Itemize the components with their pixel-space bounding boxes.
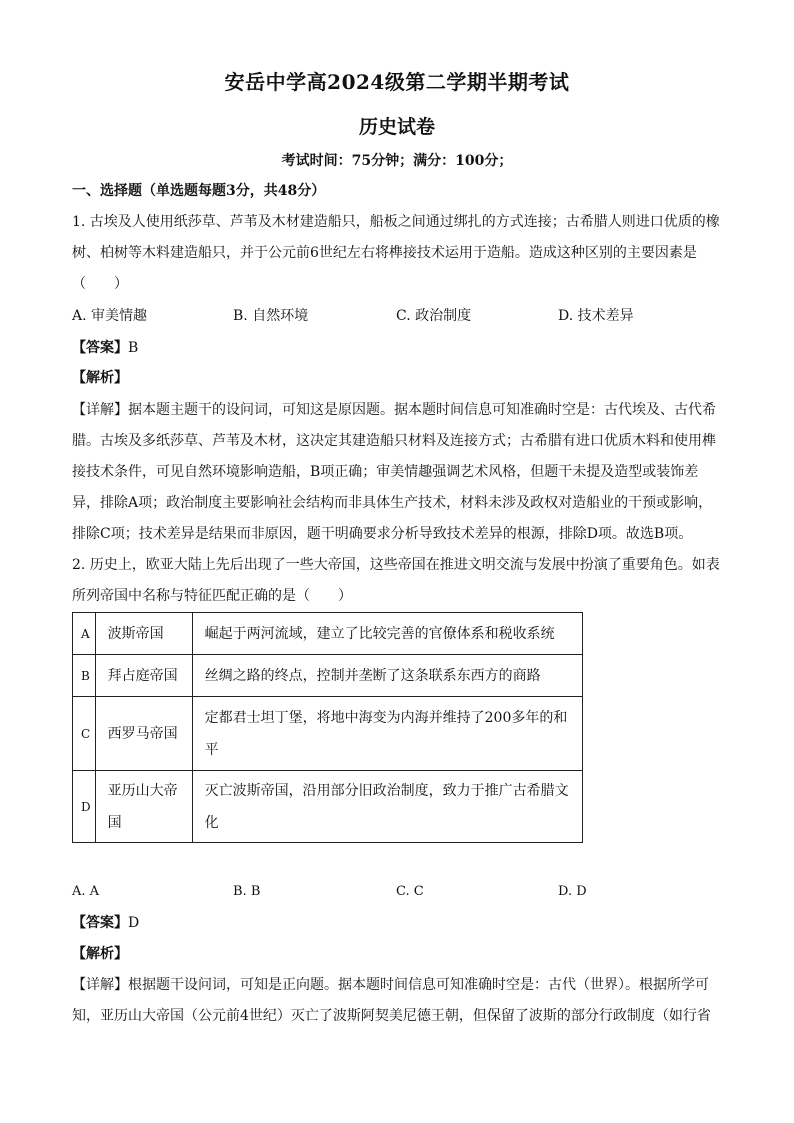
empire-feature: [192, 697, 582, 771]
row-letter: C: [73, 697, 96, 771]
empire-name: [95, 771, 192, 843]
feature-line: 化: [204, 814, 219, 831]
q1-answer: [72, 338, 138, 358]
empire-feature: 丝绸之路的终点，控制并垄断了这条联系东西方的商路: [192, 655, 582, 697]
empire-feature: 崛起于两河流域，建立了比较完善的官僚体系和税收系统: [192, 613, 582, 655]
q2-option-c: C. C: [396, 884, 424, 899]
answer-label: 【答案】: [72, 915, 128, 931]
feature-line: 灭亡波斯帝国，沿用部分旧政治制度，致力于推广古希腊文: [204, 782, 569, 799]
q1-option-d: D. 技术差异: [558, 308, 634, 324]
table-row: [73, 655, 583, 697]
q1-detail-line: 异，排除A项；政治制度主要影响社会结构而非具体生产技术，材料未涉及政权对造船业的干预或影响，: [72, 495, 713, 511]
exam-title: 安岳中学高2024级第二学期半期考试: [224, 70, 570, 94]
q2-option-d: D. D: [558, 884, 587, 899]
feature-line: 平: [204, 741, 219, 758]
q1-analysis-label: 【解析】: [72, 370, 128, 386]
table-row: [73, 613, 583, 655]
exam-subtitle: 历史试卷: [358, 116, 435, 138]
row-letter: D: [73, 771, 96, 843]
q2-stem-line: 所列帝国中名称与特征匹配正确的是（ ）: [72, 588, 352, 604]
answer-label: 【答案】: [72, 340, 128, 356]
q1-option-a: A. 审美情趣: [72, 308, 148, 324]
q1-detail-line: 排除C项；技术差异是结果而非原因，题干明确要求分析导致技术差异的根源，排除D项。故选B项。: [72, 526, 693, 542]
empire-name: 拜占庭帝国: [95, 655, 192, 697]
answer-value: B: [128, 340, 139, 356]
answer-value: D: [128, 915, 140, 931]
q2-analysis-label: 【解析】: [72, 946, 128, 962]
section-heading: 一、选择题（单选题每题3分，共48分）: [72, 183, 326, 199]
q2-option-a: A. A: [72, 884, 100, 899]
q1-stem-line: 1. 古埃及人使用纸莎草、芦苇及木材建造船只，船板之间通过绑扎的方式连接；古希腊人则进口优质的橡: [72, 214, 720, 230]
row-letter: B: [73, 655, 96, 697]
exam-info: 考试时间：75分钟；满分：100分；: [281, 153, 513, 169]
q1-detail-line: 【详解】据本题主题干的设问词，可知这是原因题。据本题时间信息可知准确时空是：古代埃及、古代希: [72, 402, 716, 418]
q1-option-b: B. 自然环境: [233, 308, 309, 324]
table-row: [73, 771, 583, 843]
feature-line: 定都君士坦丁堡，将地中海变为内海并维持了200多年的和: [204, 709, 568, 726]
q1-detail-line: 接技术条件，可见自然环境影响造船，B项正确；审美情趣强调艺术风格，但题干未提及造型或装饰差: [72, 464, 699, 480]
name-line: 亚历山大帝: [107, 782, 178, 799]
q2-option-b: B. B: [233, 884, 261, 899]
empire-name: 波斯帝国: [95, 613, 192, 655]
q1-stem-line: 树、柏树等木料建造船只，并于公元前6世纪左右将榫接技术运用于造船。造成这种区别的主要因素是: [72, 245, 697, 261]
q2-detail-line: 知，亚历山大帝国（公元前4世纪）灭亡了波斯阿契美尼德王朝，但保留了波斯的部分行政制度（如行省: [72, 1008, 711, 1024]
q1-stem-line: （ ）: [72, 276, 128, 292]
name-line: 国: [107, 814, 122, 831]
q1-detail-line: 腊。古埃及多纸莎草、芦苇及木材，这决定其建造船只材料及连接方式；古希腊有进口优质木料和使用榫: [72, 433, 716, 449]
q2-empire-table: [72, 612, 583, 843]
row-letter: A: [73, 613, 96, 655]
q2-stem-line: 2. 历史上，欧亚大陆上先后出现了一些大帝国，这些帝国在推进文明交流与发展中扮演了重要角色。如表: [72, 557, 720, 573]
q2-answer: [72, 913, 139, 933]
q1-option-c: C. 政治制度: [396, 308, 472, 324]
empire-name: 西罗马帝国: [95, 697, 192, 771]
empire-feature: [192, 771, 582, 843]
table-row: [73, 697, 583, 771]
q2-detail-line: 【详解】根据题干设问词，可知是正向题。据本题时间信息可知准确时空是：古代（世界）。根据所学可: [72, 977, 709, 993]
